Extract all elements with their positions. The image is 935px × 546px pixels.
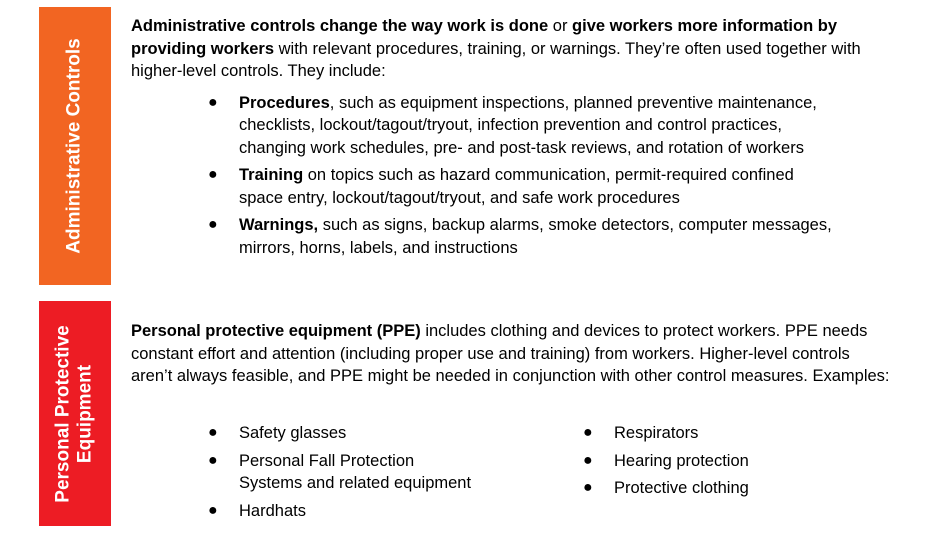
bullet-icon: ●: [583, 424, 593, 441]
admin-intro-plain-2: with relevant procedures, training, or warnings. They’re often used together with higher-level controls. They include:: [131, 39, 861, 80]
admin-item-text: , such as equipment inspections, planned preventive maintenance, checklists, lockout/tagout/tryout, infection prevention and control practices, changing work schedules, pre- and post-task reviews, and rotation of workers: [239, 93, 817, 157]
bullet-icon: ●: [208, 216, 218, 233]
admin-item-text: on topics such as hazard communication, permit-required confined space entry, lockout/tagout/tryout, and safe work procedures: [239, 166, 794, 207]
ppe-example-item: [208, 500, 539, 523]
admin-controls-label: [64, 38, 86, 253]
admin-controls-section: [131, 15, 891, 264]
ppe-example-item: [583, 422, 874, 445]
ppe-example-text: Protective clothing: [614, 479, 749, 497]
ppe-example-text: Safety glasses: [239, 424, 347, 442]
admin-intro-bold-1: Administrative controls change the way work is done: [131, 17, 549, 35]
admin-controls-label-text: Administrative Controls: [64, 38, 85, 254]
ppe-example-item: [208, 422, 539, 445]
ppe-example-item: [208, 450, 539, 495]
bullet-icon: ●: [583, 479, 593, 496]
bullet-icon: ●: [208, 166, 218, 183]
ppe-example-item: [583, 450, 874, 473]
bullet-icon: ●: [208, 424, 218, 441]
ppe-intro-plain: includes clothing and devices to protect workers. PPE needs constant effort and attention (including proper use and training) from workers. Higher-level controls aren’t always feasible, and PPE might be needed in conjunction with other control measures. Examples:: [131, 322, 890, 385]
admin-intro-paragraph: [131, 15, 891, 83]
bullet-icon: ●: [208, 501, 218, 519]
ppe-intro-bold: Personal protective equipment (PPE): [131, 322, 421, 340]
ppe-label-line1: Personal Protective: [53, 324, 75, 503]
admin-item-bold: Procedures: [239, 93, 330, 112]
admin-item-bold: Warnings,: [239, 216, 319, 234]
ppe-examples-right: [583, 422, 874, 505]
admin-list-item-warnings: [208, 214, 839, 259]
admin-controls-list: [208, 92, 839, 260]
bullet-icon: ●: [208, 451, 218, 469]
ppe-example-text: Hardhats: [239, 501, 306, 520]
ppe-example-text: Personal Fall Protection: [239, 451, 415, 470]
bullet-icon: ●: [208, 93, 218, 111]
ppe-label-line2: Equipment: [75, 364, 97, 463]
admin-item-text: such as signs, backup alarms, smoke detectors, computer messages, mirrors, horns, labels, and instructions: [239, 216, 832, 257]
ppe-example-item: [583, 477, 874, 500]
ppe-intro-paragraph: [131, 320, 891, 388]
ppe-example-text: Respirators: [614, 424, 699, 442]
admin-intro-plain-1: or: [548, 17, 573, 35]
ppe-section: [131, 320, 891, 388]
ppe-example-text-line2: Systems and related equipment: [239, 474, 472, 492]
admin-item-bold: Training: [239, 166, 304, 184]
bullet-icon: ●: [583, 451, 593, 469]
admin-list-item-procedures: [208, 92, 839, 160]
admin-controls-bar: [39, 7, 111, 285]
admin-list-item-training: [208, 164, 839, 209]
ppe-label: [53, 325, 97, 502]
ppe-examples-left: [208, 422, 539, 527]
admin-intro-bold-2: give workers more information by providing workers: [131, 17, 838, 58]
ppe-example-text: Hearing protection: [614, 451, 749, 470]
ppe-bar: [39, 301, 111, 526]
